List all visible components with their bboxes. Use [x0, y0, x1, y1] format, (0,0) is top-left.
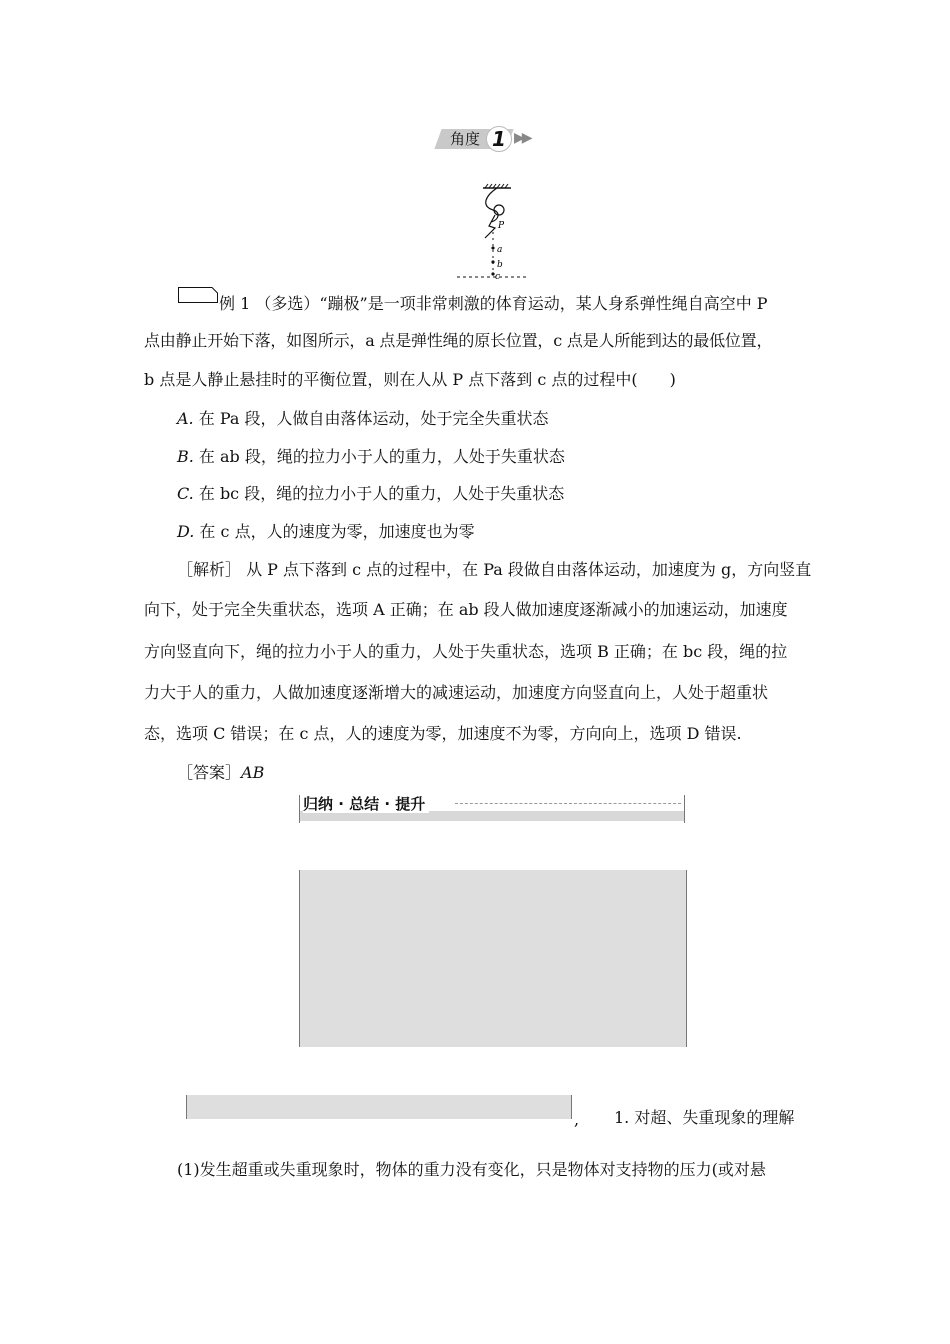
- option-letter: A.: [177, 409, 194, 428]
- example-label-box: [178, 287, 218, 303]
- double-arrow-icon: ▶▶: [514, 130, 530, 146]
- summary-header-dash: [455, 803, 681, 804]
- option-letter: B.: [177, 447, 194, 466]
- option-text: 在 c 点，人的速度为零，加速度也为零: [194, 522, 475, 541]
- section-bar: [186, 1095, 572, 1119]
- section-comma: ,: [574, 1110, 580, 1129]
- example-line-1: 例 1 （多选）“蹦极”是一项非常刺激的体育运动，某人身系弹性绳自高空中 P: [219, 294, 768, 313]
- option-c: [177, 484, 841, 504]
- answer: [177, 763, 841, 783]
- section-heading: 1. 对超、失重现象的理解: [614, 1108, 795, 1127]
- example-line-3: b 点是人静止悬挂时的平衡位置，则在人从 P 点下落到 c 点的过程中( ): [144, 370, 676, 389]
- answer-label: ［答案］: [177, 763, 242, 782]
- option-b: [177, 447, 841, 467]
- bungee-figure: [455, 182, 530, 282]
- answer-value: AB: [241, 763, 265, 782]
- option-text: 在 bc 段，绳的拉力小于人的重力，人处于失重状态: [193, 484, 565, 503]
- analysis-line-3: 方向竖直向下，绳的拉力小于人的重力，人处于失重状态，选项 B 正确；在 bc 段，绳的拉: [144, 642, 788, 661]
- paragraph-line-1: (1)发生超重或失重现象时，物体的重力没有变化，只是物体对支持物的压力(或对悬: [177, 1160, 766, 1179]
- option-a: [177, 409, 841, 429]
- point-a-label: a: [497, 245, 503, 255]
- point-c-label: c: [495, 272, 501, 282]
- option-letter: C.: [177, 484, 194, 503]
- analysis-line-5: 态，选项 C 错误；在 c 点，人的速度为零，加速度不为零，方向向上，选项 D 错误.: [144, 724, 742, 743]
- point-p-label: P: [498, 221, 505, 231]
- point-b-label: b: [497, 260, 503, 270]
- option-letter: D.: [177, 522, 195, 541]
- option-d: [177, 522, 841, 542]
- summary-title: 归纳 · 总结 · 提升: [303, 795, 429, 813]
- summary-header: [299, 795, 685, 823]
- badge-label: 角度: [450, 130, 481, 148]
- badge-number: 1: [486, 126, 512, 152]
- option-text: 在 Pa 段，人做自由落体运动，处于完全失重状态: [193, 409, 549, 428]
- analysis-line-4: 力大于人的重力，人做加速度逐渐增大的减速运动，加速度方向竖直向上，人处于超重状: [144, 683, 769, 702]
- analysis-line-2: 向下，处于完全失重状态，选项 A 正确；在 ab 段人做加速度逐渐减小的加速运动，加速度: [144, 600, 788, 619]
- example-line-2: 点由静止开始下落，如图所示，a 点是弹性绳的原长位置，c 点是人所能到达的最低位置，: [144, 331, 773, 350]
- analysis-line-1: ［解析］ 从 P 点下落到 c 点的过程中，在 Pa 段做自由落体运动，加速度为 g，方向竖直: [177, 560, 812, 579]
- option-text: 在 ab 段，绳的拉力小于人的重力，人处于失重状态: [193, 447, 565, 466]
- angle-badge: [438, 126, 548, 152]
- summary-content-box: [299, 870, 687, 1047]
